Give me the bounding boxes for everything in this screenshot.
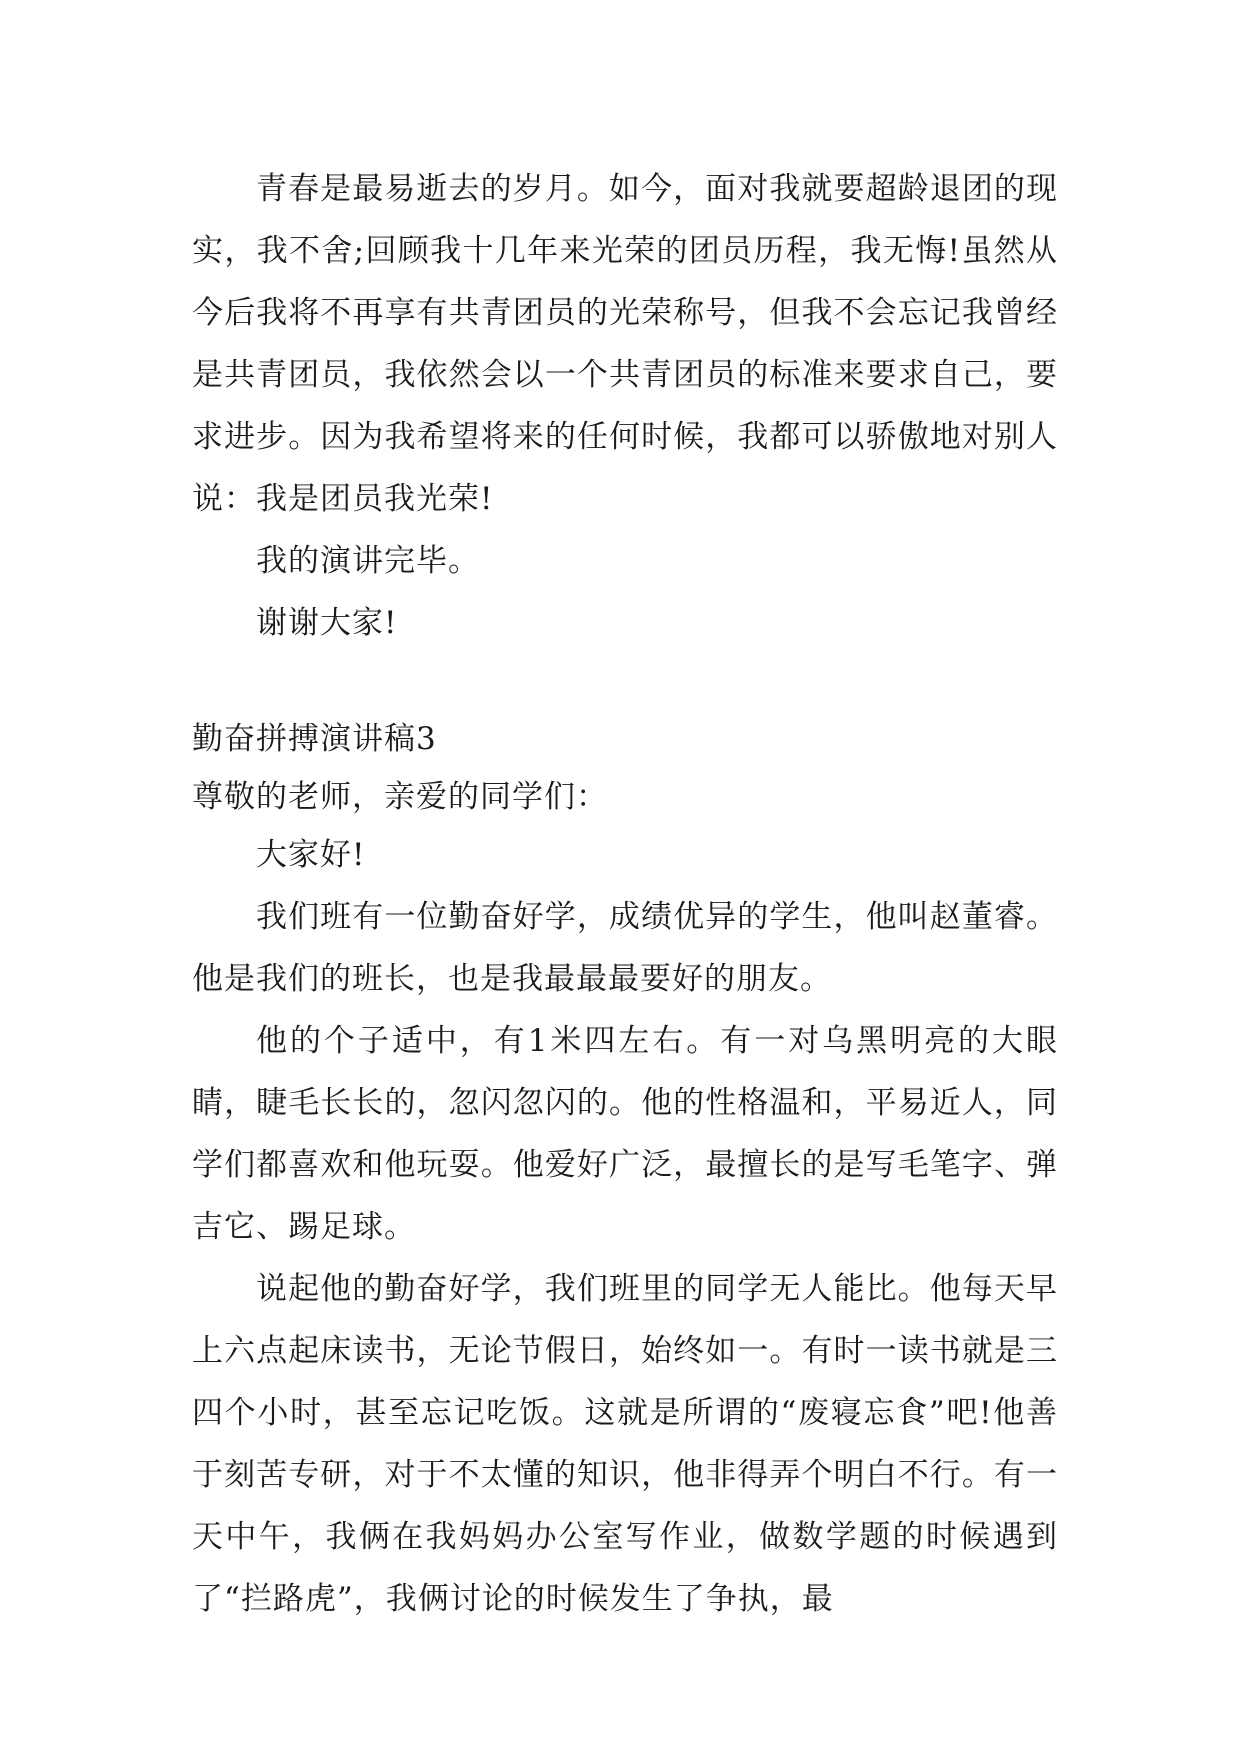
paragraph-appearance: 他的个子适中，有1米四左右。有一对乌黑明亮的大眼睛，睫毛长长的，忽闪忽闪的。他的性格温和，平易近人，同学们都喜欢和他玩耍。他爱好广泛，最擅长的是写毛笔字、弹吉它、踢足球。 (192, 1023, 1058, 1245)
paragraph-classmate-intro: 我们班有一位勤奋好学，成绩优异的学生，他叫赵董睿。他是我们的班长，也是我最最最要好的朋友。 (192, 899, 1058, 997)
paragraph-youth: 青春是最易逝去的岁月。如今，面对我就要超龄退团的现实，我不舍;回顾我十几年来光荣的团员历程，我无悔!虽然从今后我将不再享有共青团员的光荣称号，但我不会忘记我曾经是共青团员，我依然会以一个共青团员的标准来要求自己，要求进步。因为我希望将来的任何时候，我都可以骄傲地对别人说：我是团员我光荣! (192, 171, 1058, 517)
document-body (192, 158, 1058, 1630)
paragraph-diligence: 说起他的勤奋好学，我们班里的同学无人能比。他每天早上六点起床读书，无论节假日，始终如一。有时一读书就是三四个小时，甚至忘记吃饭。这就是所谓的“废寝忘食”吧!他善于刻苦专研，对于不太懂的知识，他非得弄个明白不行。有一天中午，我俩在我妈妈办公室写作业，做数学题的时候遇到了“拦路虎”，我俩讨论的时候发生了争执，最 (192, 1271, 1058, 1617)
paragraph-thanks: 谢谢大家! (256, 605, 398, 641)
section-gap (192, 654, 1058, 708)
salutation: 尊敬的老师，亲爱的同学们： (192, 779, 608, 815)
paragraph-speech-end: 我的演讲完毕。 (256, 543, 480, 579)
section-title: 勤奋拼搏演讲稿3 (192, 721, 437, 757)
paragraph-greeting: 大家好! (256, 837, 366, 873)
